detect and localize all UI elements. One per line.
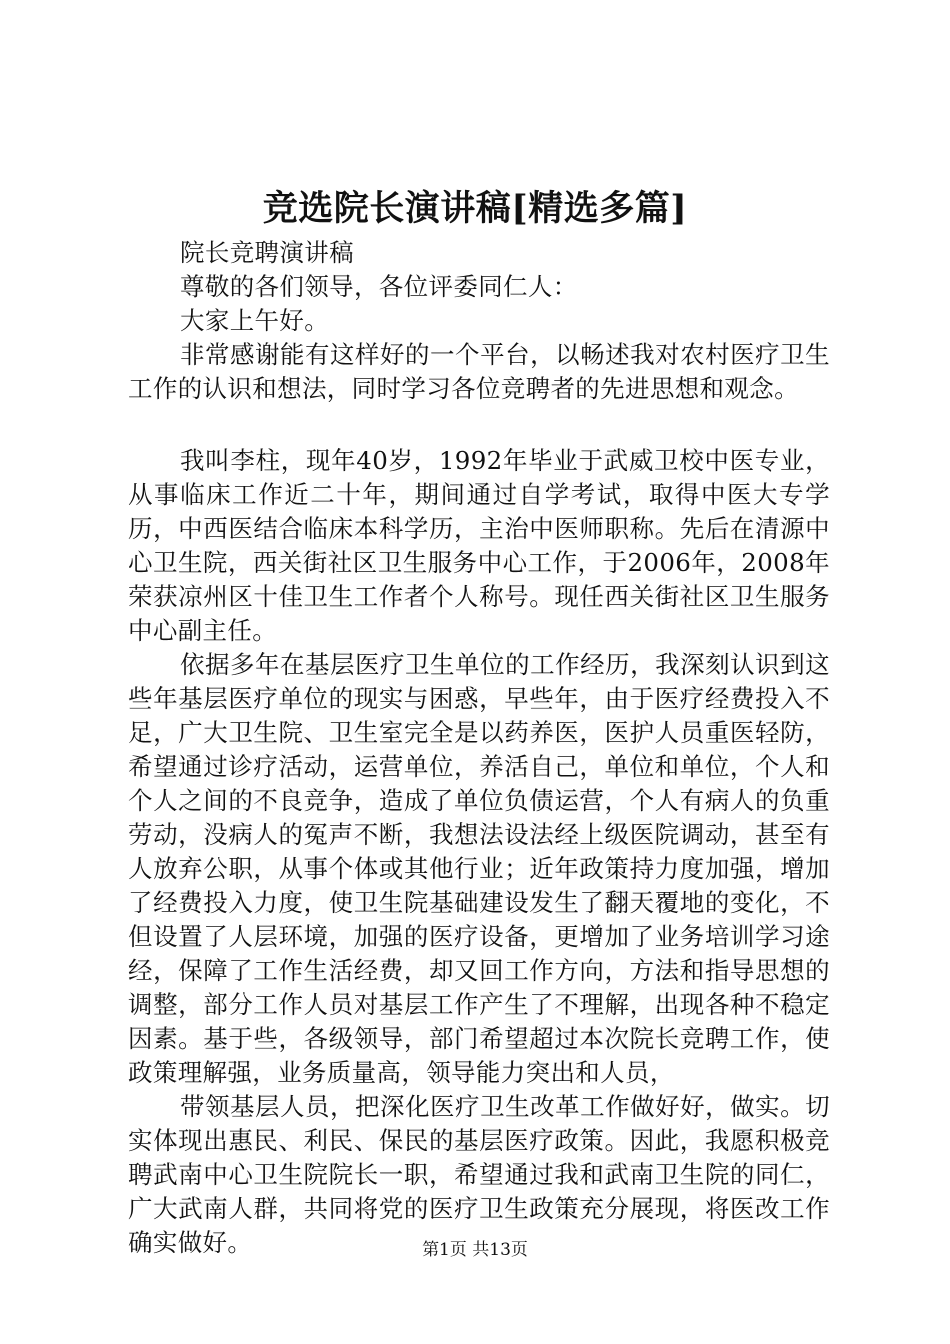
document-body xyxy=(128,236,830,1260)
paragraph-commitment: 带领基层人员，把深化医疗卫生改革工作做好好，做实。切实体现出惠民、利民、保民的基层医疗政策。因此，我愿积极竞聘武南中心卫生院院长一职，希望通过我和武南卫生院的同仁，广大武南人群，共同将党的医疗卫生政策充分展现，将医改工作确实做好。 xyxy=(128,1092,830,1257)
paragraph-thanks: 非常感谢能有这样好的一个平台，以畅述我对农村医疗卫生工作的认识和想法，同时学习各位竞聘者的先进思想和观念。 xyxy=(128,340,830,403)
paragraph-experience: 依据多年在基层医疗卫生单位的工作经历，我深刻认识到这些年基层医疗单位的现实与困惑，早些年，由于医疗经费投入不足，广大卫生院、卫生室完全是以药养医，医护人员重医轻防，希望通过诊疗活动，运营单位，养活自己，单位和单位，个人和个人之间的不良竞争，造成了单位负债运营，个人有病人的负重劳动，没病人的冤声不断，我想法设法经上级医院调动，甚至有人放弃公职，从事个体或其他行业；近年政策持力度加强，增加了经费投入力度，使卫生院基础建设发生了翻天覆地的变化，不但设置了人层环境，加强的医疗设备，更增加了业务培训学习途经，保障了工作生活经费，却又回工作方向，方法和指导思想的调整，部分工作人员对基层工作产生了不理解，出现各种不稳定因素。基于些，各级领导，部门希望超过本次院长竞聘工作，使政策理解强，业务质量高，领导能力突出和人员， xyxy=(128,650,830,1087)
paragraph-heading: 院长竞聘演讲稿 xyxy=(180,238,354,267)
paragraph-greeting: 大家上午好。 xyxy=(180,306,330,335)
document-title: 竞选院长演讲稿[精选多篇] xyxy=(262,188,688,229)
paragraph-self-introduction: 我叫李柱，现年40岁，1992年毕业于武威卫校中医专业，从事临床工作近二十年，期间通过自学考试，取得中医大专学历，中西医结合临床本科学历，主治中医师职称。先后在清源中心卫生院，西关街社区卫生服务中心工作，于2006年，2008年荣获凉州区十佳卫生工作者个人称号。现任西关街社区卫生服务中心副主任。 xyxy=(128,446,830,645)
paragraph-salutation: 尊敬的各们领导，各位评委同仁人： xyxy=(180,272,578,301)
page-number: 第1页 共13页 xyxy=(422,1240,528,1260)
